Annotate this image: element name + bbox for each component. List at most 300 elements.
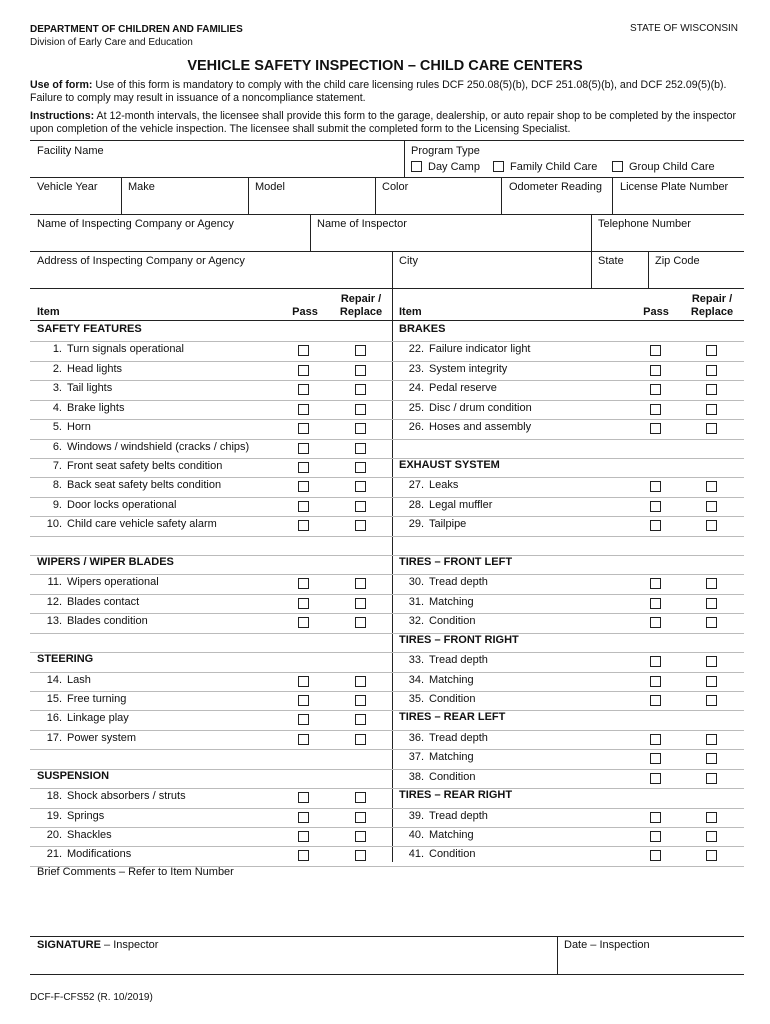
- row-separator: [30, 458, 392, 459]
- pass-checkbox[interactable]: [298, 520, 309, 531]
- checklist-item: [403, 848, 475, 860]
- repair-replace-checkbox[interactable]: [706, 831, 717, 842]
- license-plate-field[interactable]: License Plate Number: [620, 181, 729, 193]
- item-label: Shackles: [67, 828, 112, 841]
- item-label: Tailpipe: [429, 518, 467, 531]
- item-number: 34.: [408, 673, 424, 686]
- pass-checkbox[interactable]: [650, 695, 661, 706]
- grid-line: [30, 140, 744, 141]
- item-label: Blades condition: [67, 615, 148, 628]
- item-label: Condition: [429, 848, 476, 861]
- pass-checkbox[interactable]: [650, 617, 661, 628]
- pass-checkbox[interactable]: [650, 365, 661, 376]
- item-number: 18.: [46, 790, 62, 803]
- pass-checkbox[interactable]: [650, 812, 661, 823]
- pass-checkbox[interactable]: [650, 481, 661, 492]
- item-number: 13.: [46, 615, 62, 628]
- repair-replace-checkbox[interactable]: [355, 345, 366, 356]
- item-label: Turn signals operational: [67, 343, 184, 356]
- section-heading: TIRES – FRONT LEFT: [399, 556, 513, 569]
- item-label: Leaks: [429, 479, 459, 492]
- checklist-item: [41, 712, 129, 724]
- pass-checkbox[interactable]: [298, 423, 309, 434]
- item-label: Linkage play: [67, 712, 129, 725]
- inspector-name-field[interactable]: Name of Inspector: [317, 218, 407, 230]
- header-underline: [392, 320, 744, 321]
- item-label: Brake lights: [67, 401, 125, 414]
- instructions: [30, 110, 742, 136]
- section-heading: WIPERS / WIPER BLADES: [37, 556, 174, 569]
- checklist-item: [403, 343, 531, 355]
- item-number: 27.: [408, 479, 424, 492]
- repair-replace-checkbox[interactable]: [355, 443, 366, 454]
- item-label: Tread depth: [429, 731, 488, 744]
- item-label: Matching: [429, 595, 474, 608]
- item-label: Failure indicator light: [429, 343, 531, 356]
- checklist-item: [403, 479, 458, 491]
- repair-replace-checkbox[interactable]: [355, 792, 366, 803]
- item-number: 1.: [52, 343, 62, 356]
- checklist-item: [41, 810, 104, 822]
- checklist-item: [41, 363, 122, 375]
- repair-replace-checkbox[interactable]: [355, 384, 366, 395]
- row-separator: [392, 341, 744, 342]
- item-number: 14.: [46, 673, 62, 686]
- checklist-item: [41, 441, 249, 453]
- checklist-item: [403, 421, 531, 433]
- grid-line: [248, 177, 249, 214]
- item-label: Free turning: [67, 692, 127, 705]
- repair-replace-checkbox[interactable]: [706, 598, 717, 609]
- grid-line: [648, 251, 649, 288]
- row-separator: [392, 536, 744, 537]
- section-heading: TIRES – REAR LEFT: [399, 711, 506, 724]
- item-number: 17.: [46, 731, 62, 744]
- row-separator: [392, 613, 744, 614]
- item-number: 32.: [408, 615, 424, 628]
- item-label: Shock absorbers / struts: [67, 790, 186, 803]
- pass-checkbox[interactable]: [298, 384, 309, 395]
- row-separator: [30, 788, 392, 789]
- pass-checkbox[interactable]: [650, 676, 661, 687]
- repair-label: Repair /: [691, 293, 733, 305]
- checklist-item: [41, 421, 91, 433]
- item-label: Matching: [429, 673, 474, 686]
- checklist-item: [403, 382, 497, 394]
- checklist-item: [41, 576, 159, 588]
- row-separator: [392, 594, 744, 595]
- repair-replace-checkbox[interactable]: [706, 520, 717, 531]
- row-separator: [30, 827, 392, 828]
- item-number: 5.: [52, 421, 62, 434]
- telephone-field[interactable]: Telephone Number: [598, 218, 691, 230]
- checklist-item: [403, 771, 475, 783]
- department-header: [30, 23, 243, 49]
- checklist-item: [41, 518, 217, 530]
- item-label: Matching: [429, 828, 474, 841]
- item-number: 29.: [408, 518, 424, 531]
- pass-checkbox[interactable]: [298, 404, 309, 415]
- pass-checkbox[interactable]: [650, 831, 661, 842]
- item-number: 16.: [46, 712, 62, 725]
- pass-checkbox[interactable]: [298, 792, 309, 803]
- pass-checkbox[interactable]: [650, 773, 661, 784]
- checklist-item: [41, 460, 222, 472]
- repair-replace-checkbox[interactable]: [355, 423, 366, 434]
- facility-name-field[interactable]: Facility Name: [37, 145, 104, 157]
- checklist-item: [403, 751, 474, 763]
- grid-line: [591, 214, 592, 251]
- repair-replace-checkbox[interactable]: [706, 773, 717, 784]
- pass-checkbox[interactable]: [298, 831, 309, 842]
- checklist-item: [41, 402, 124, 414]
- checklist-item: [403, 518, 466, 530]
- use-of-form-label: Use of form:: [30, 79, 93, 91]
- item-label: Tread depth: [429, 576, 488, 589]
- state-label: STATE OF WISCONSIN: [630, 23, 738, 34]
- pass-checkbox[interactable]: [650, 578, 661, 589]
- item-number: 35.: [408, 692, 424, 705]
- repair-replace-checkbox[interactable]: [355, 365, 366, 376]
- row-separator: [30, 691, 392, 692]
- pass-checkbox[interactable]: [298, 676, 309, 687]
- zip-field[interactable]: Zip Code: [655, 255, 700, 267]
- repair-replace-checkbox[interactable]: [706, 676, 717, 687]
- row-separator: [392, 419, 744, 420]
- row-separator: [30, 536, 392, 537]
- repair-replace-checkbox[interactable]: [706, 656, 717, 667]
- pass-checkbox[interactable]: [298, 443, 309, 454]
- pass-checkbox[interactable]: [650, 404, 661, 415]
- repair-replace-checkbox[interactable]: [706, 695, 717, 706]
- pass-checkbox[interactable]: [650, 598, 661, 609]
- pass-checkbox[interactable]: [298, 578, 309, 589]
- item-number: 22.: [408, 343, 424, 356]
- item-number: 21.: [46, 848, 62, 861]
- checklist-item: [41, 848, 131, 860]
- repair-replace-checkbox[interactable]: [355, 676, 366, 687]
- item-number: 3.: [52, 382, 62, 395]
- checklist-item: [403, 615, 475, 627]
- item-label: Wipers operational: [67, 576, 159, 589]
- instructions-label: Instructions:: [30, 110, 95, 122]
- date-field[interactable]: Date – Inspection: [564, 939, 650, 951]
- repair-replace-header-left: [334, 293, 388, 319]
- grid-line: [501, 177, 502, 214]
- section-heading: STEERING: [37, 653, 94, 666]
- repair-replace-checkbox[interactable]: [355, 578, 366, 589]
- pass-checkbox[interactable]: [650, 656, 661, 667]
- pass-checkbox[interactable]: [298, 617, 309, 628]
- grid-line: [392, 251, 393, 288]
- item-number: 40.: [408, 828, 424, 841]
- replace-label: Replace: [339, 306, 383, 318]
- pass-checkbox[interactable]: [650, 520, 661, 531]
- item-label: Door locks operational: [67, 498, 177, 511]
- pass-header-right: Pass: [643, 306, 669, 318]
- item-label: Head lights: [67, 362, 123, 375]
- row-separator: [392, 866, 744, 867]
- item-label: Condition: [429, 692, 476, 705]
- row-separator: [30, 477, 392, 478]
- item-label: Disc / drum condition: [429, 401, 532, 414]
- repair-replace-checkbox[interactable]: [355, 831, 366, 842]
- item-number: 7.: [52, 459, 62, 472]
- item-label: Horn: [67, 421, 91, 434]
- repair-replace-checkbox[interactable]: [706, 345, 717, 356]
- family-child-care-label: Family Child Care: [510, 161, 598, 173]
- row-separator: [392, 516, 744, 517]
- grid-line: [375, 177, 376, 214]
- item-label: Springs: [67, 809, 105, 822]
- repair-replace-checkbox[interactable]: [355, 520, 366, 531]
- signature-suffix: – Inspector: [100, 939, 159, 951]
- signature-label: SIGNATURE: [37, 939, 101, 951]
- pass-checkbox[interactable]: [298, 501, 309, 512]
- section-heading: SUSPENSION: [37, 769, 110, 782]
- repair-replace-checkbox[interactable]: [706, 812, 717, 823]
- vehicle-year-field[interactable]: Vehicle Year: [37, 181, 98, 193]
- grid-line: [30, 177, 744, 178]
- item-number: 26.: [408, 421, 424, 434]
- repair-replace-checkbox[interactable]: [706, 404, 717, 415]
- repair-replace-checkbox[interactable]: [355, 501, 366, 512]
- repair-replace-checkbox[interactable]: [706, 734, 717, 745]
- checklist-item: [403, 363, 507, 375]
- item-label: System integrity: [429, 362, 508, 375]
- row-separator: [30, 594, 392, 595]
- repair-replace-checkbox[interactable]: [706, 617, 717, 628]
- group-child-care-checkbox[interactable]: [612, 161, 623, 172]
- repair-replace-checkbox[interactable]: [355, 695, 366, 706]
- instructions-text: At 12-month intervals, the licensee shall provide this form to the garage, dealership, or auto repair shop to be completed by the inspector upon completion of the vehicle inspection. The licensee shall submit the completed form to the Licensing Specialist.: [30, 110, 737, 135]
- checklist-item: [41, 596, 139, 608]
- item-label: Condition: [429, 615, 476, 628]
- item-number: 11.: [47, 576, 62, 589]
- grid-line: [30, 214, 744, 215]
- address-field[interactable]: Address of Inspecting Company or Agency: [37, 255, 245, 267]
- row-separator: [30, 846, 392, 847]
- item-number: 39.: [408, 809, 424, 822]
- row-separator: [392, 691, 744, 692]
- section-heading: EXHAUST SYSTEM: [399, 458, 500, 471]
- item-number: 38.: [408, 770, 424, 783]
- pass-checkbox[interactable]: [650, 850, 661, 861]
- checklist-item: [41, 479, 221, 491]
- repair-replace-checkbox[interactable]: [355, 617, 366, 628]
- repair-label: Repair /: [340, 293, 382, 305]
- pass-checkbox[interactable]: [298, 695, 309, 706]
- item-number: 6.: [52, 440, 62, 453]
- row-separator: [30, 516, 392, 517]
- comments-label[interactable]: Brief Comments – Refer to Item Number: [37, 866, 234, 878]
- header-underline: [30, 320, 392, 321]
- item-label: Condition: [429, 770, 476, 783]
- grid-line: [121, 177, 122, 214]
- signature-field[interactable]: [37, 939, 158, 951]
- pass-checkbox[interactable]: [298, 812, 309, 823]
- row-separator: [30, 419, 392, 420]
- grid-line: [30, 288, 744, 289]
- item-number: 10.: [46, 518, 62, 531]
- item-label: Power system: [67, 731, 137, 744]
- item-label: Back seat safety belts condition: [67, 479, 222, 492]
- day-camp-label: Day Camp: [428, 161, 480, 173]
- repair-replace-checkbox[interactable]: [355, 598, 366, 609]
- odometer-field[interactable]: Odometer Reading: [509, 181, 602, 193]
- grid-line: [612, 177, 613, 214]
- repair-replace-checkbox[interactable]: [355, 714, 366, 725]
- pass-checkbox[interactable]: [650, 423, 661, 434]
- repair-replace-checkbox[interactable]: [355, 404, 366, 415]
- item-number: 4.: [52, 401, 62, 414]
- pass-checkbox[interactable]: [298, 598, 309, 609]
- item-number: 19.: [46, 809, 62, 822]
- form-id: DCF-F-CFS52 (R. 10/2019): [30, 992, 153, 1003]
- repair-replace-checkbox[interactable]: [355, 462, 366, 473]
- item-number: 12.: [46, 595, 62, 608]
- repair-replace-checkbox[interactable]: [355, 850, 366, 861]
- repair-replace-checkbox[interactable]: [355, 734, 366, 745]
- repair-replace-checkbox[interactable]: [355, 812, 366, 823]
- pass-checkbox[interactable]: [298, 850, 309, 861]
- replace-label: Replace: [690, 306, 734, 318]
- item-label: Tread depth: [429, 809, 488, 822]
- item-number: 36.: [408, 731, 424, 744]
- row-separator: [392, 477, 744, 478]
- row-separator: [30, 749, 392, 750]
- checklist-item: [41, 732, 136, 744]
- department-name: DEPARTMENT OF CHILDREN AND FAMILIES: [30, 24, 243, 35]
- item-number: 28.: [408, 498, 424, 511]
- family-child-care-checkbox[interactable]: [493, 161, 504, 172]
- item-number: 24.: [408, 382, 424, 395]
- pass-checkbox[interactable]: [650, 345, 661, 356]
- grid-line: [591, 251, 592, 288]
- pass-checkbox[interactable]: [298, 345, 309, 356]
- item-label: Pedal reserve: [429, 382, 497, 395]
- item-label: Tread depth: [429, 654, 488, 667]
- item-label: Blades contact: [67, 595, 140, 608]
- checklist-item: [403, 499, 492, 511]
- table-divider: [392, 288, 393, 862]
- pass-checkbox[interactable]: [650, 753, 661, 764]
- section-heading: BRAKES: [399, 323, 446, 335]
- day-camp-checkbox[interactable]: [411, 161, 422, 172]
- item-label: Tail lights: [67, 382, 113, 395]
- item-label: Lash: [67, 673, 91, 686]
- checklist-item: [41, 499, 176, 511]
- form-title: VEHICLE SAFETY INSPECTION – CHILD CARE CENTERS: [187, 58, 583, 74]
- item-label: Front seat safety belts condition: [67, 459, 223, 472]
- repair-replace-checkbox[interactable]: [706, 753, 717, 764]
- item-number: 2.: [52, 362, 62, 375]
- repair-replace-checkbox[interactable]: [706, 578, 717, 589]
- pass-checkbox[interactable]: [298, 714, 309, 725]
- checklist-item: [403, 402, 532, 414]
- pass-checkbox[interactable]: [298, 481, 309, 492]
- section-heading: SAFETY FEATURES: [37, 323, 142, 335]
- row-separator: [30, 613, 392, 614]
- checklist-item: [41, 615, 148, 627]
- pass-checkbox[interactable]: [298, 365, 309, 376]
- repair-replace-checkbox[interactable]: [706, 501, 717, 512]
- pass-header-left: Pass: [292, 306, 318, 318]
- item-number: 33.: [408, 654, 424, 667]
- model-field[interactable]: Model: [255, 181, 285, 193]
- signature-top-line: [30, 936, 744, 937]
- item-label: Hoses and assembly: [429, 421, 532, 434]
- pass-checkbox[interactable]: [298, 734, 309, 745]
- inspecting-company-field[interactable]: Name of Inspecting Company or Agency: [37, 218, 234, 230]
- row-separator: [392, 846, 744, 847]
- grid-line: [310, 214, 311, 251]
- grid-line: [30, 251, 744, 252]
- program-type-label: Program Type: [411, 145, 480, 157]
- item-number: 23.: [408, 362, 424, 375]
- row-separator: [392, 439, 744, 440]
- item-number: 41.: [408, 848, 424, 861]
- row-separator: [392, 827, 744, 828]
- section-heading: TIRES – REAR RIGHT: [399, 789, 513, 802]
- repair-replace-checkbox[interactable]: [706, 481, 717, 492]
- item-label: Windows / windshield (cracks / chips): [67, 440, 250, 453]
- row-separator: [30, 341, 392, 342]
- division-name: Division of Early Care and Education: [30, 37, 193, 48]
- item-number: 9.: [52, 498, 62, 511]
- checklist-item: [41, 382, 112, 394]
- repair-replace-checkbox[interactable]: [706, 850, 717, 861]
- use-of-form-text: Use of this form is mandatory to comply with the child care licensing rules DCF 250.08(5)(b), DCF 251.08(5)(b), and DCF 252.09(5)(b). Failure to comply may result in issuance of a noncompliance statement.: [30, 79, 727, 104]
- item-number: 15.: [46, 692, 62, 705]
- pass-checkbox[interactable]: [650, 384, 661, 395]
- city-field[interactable]: City: [399, 255, 418, 267]
- checklist-item: [403, 732, 488, 744]
- make-field[interactable]: Make: [128, 181, 155, 193]
- item-header-left: Item: [37, 306, 60, 318]
- checklist-item: [41, 693, 126, 705]
- item-number: 8.: [52, 479, 62, 492]
- item-label: Legal muffler: [429, 498, 493, 511]
- repair-replace-checkbox[interactable]: [706, 365, 717, 376]
- row-separator: [392, 652, 744, 653]
- row-separator: [392, 749, 744, 750]
- repair-replace-checkbox[interactable]: [706, 384, 717, 395]
- row-separator: [30, 633, 392, 634]
- pass-checkbox[interactable]: [298, 462, 309, 473]
- checklist-item: [41, 829, 112, 841]
- item-label: Child care vehicle safety alarm: [67, 518, 217, 531]
- row-separator: [30, 380, 392, 381]
- pass-checkbox[interactable]: [650, 734, 661, 745]
- use-of-form: [30, 79, 742, 105]
- pass-checkbox[interactable]: [650, 501, 661, 512]
- checklist-item: [403, 576, 488, 588]
- repair-replace-checkbox[interactable]: [355, 481, 366, 492]
- state-field[interactable]: State: [598, 255, 624, 267]
- repair-replace-checkbox[interactable]: [706, 423, 717, 434]
- checklist-item: [41, 674, 91, 686]
- group-child-care-label: Group Child Care: [629, 161, 715, 173]
- row-separator: [392, 574, 744, 575]
- signature-bottom-line: [30, 974, 744, 975]
- color-field[interactable]: Color: [382, 181, 409, 193]
- item-number: 20.: [46, 828, 62, 841]
- row-separator: [392, 380, 744, 381]
- item-label: Matching: [429, 751, 474, 764]
- item-number: 25.: [408, 401, 424, 414]
- checklist-item: [403, 596, 474, 608]
